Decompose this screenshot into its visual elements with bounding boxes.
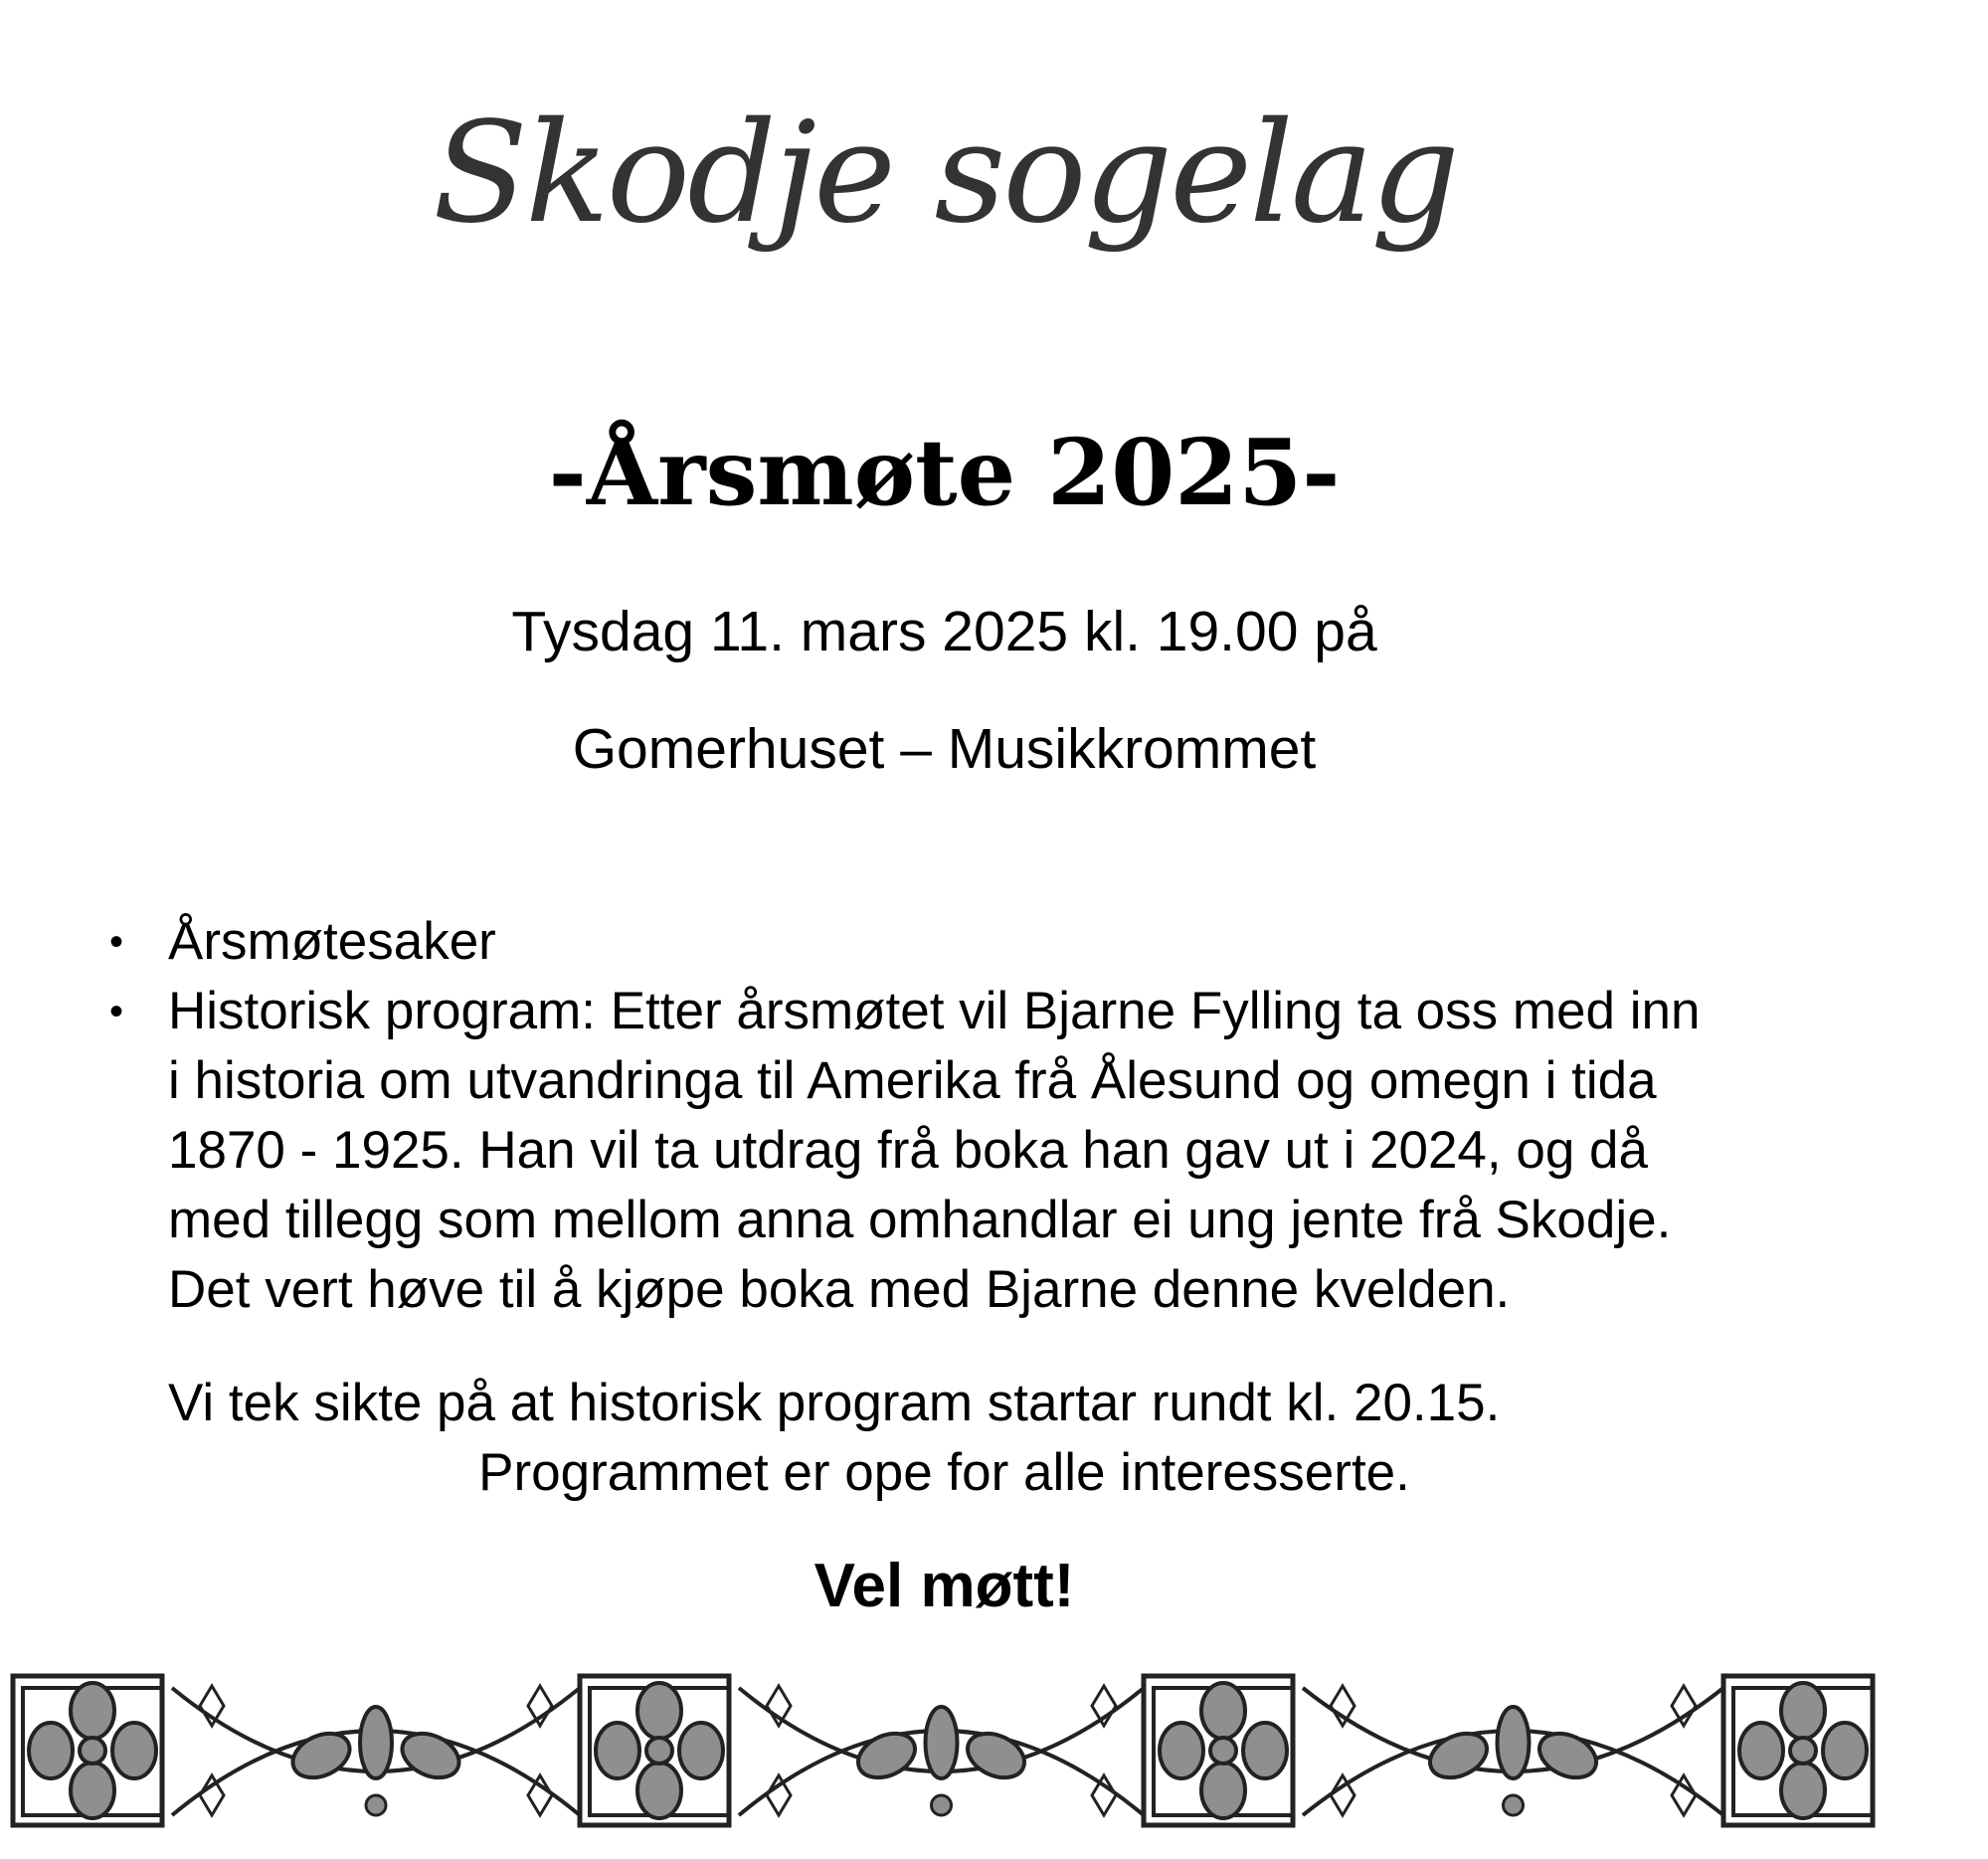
- fleur-drop-icon: [360, 1707, 392, 1778]
- agenda-list: [109, 907, 1700, 1325]
- page-title: -Årsmøte 2025-: [548, 419, 1341, 526]
- item-line: Det vert høve til å kjøpe boka med Bjarne denne kvelden.: [168, 1260, 1511, 1319]
- logo-skodje-sogelag: Skodje sogelag: [433, 93, 1457, 255]
- fleur-dot-icon: [1504, 1795, 1524, 1815]
- flower-petal-icon: [596, 1723, 639, 1778]
- fleur-dot-icon: [932, 1795, 952, 1815]
- flower-petal-icon: [637, 1683, 681, 1739]
- program-start-note: Vi tek sikte på at historisk program startar rundt kl. 20.15.: [168, 1374, 1501, 1432]
- fleur-dot-icon: [366, 1795, 386, 1815]
- item-line: 1870 - 1925. Han vil ta utdrag frå boka han gav ut i 2024, og då: [168, 1121, 1648, 1180]
- fleur-drop-icon: [926, 1707, 958, 1778]
- flower-petal-icon: [71, 1683, 114, 1739]
- flower-center-icon: [1210, 1738, 1236, 1764]
- flower-petal-icon: [679, 1723, 723, 1778]
- diamond-icon: [200, 1686, 224, 1726]
- flower-petal-icon: [1201, 1763, 1245, 1818]
- bullet-icon: •: [109, 990, 124, 1033]
- event-date-time: Tysdag 11. mars 2025 kl. 19.00 på: [511, 600, 1377, 663]
- flower-petal-icon: [1243, 1723, 1287, 1778]
- item-line: Årsmøtesaker: [168, 912, 496, 971]
- flower-center-icon: [80, 1738, 105, 1764]
- flower-center-icon: [1790, 1738, 1816, 1764]
- item-line: med tillegg som mellom anna omhandlar ei ung jente frå Skodje.: [168, 1191, 1672, 1249]
- item-line: i historia om utvandringa til Amerika frå Ålesund og omegn i tida: [168, 1051, 1657, 1110]
- flower-petal-icon: [71, 1763, 114, 1818]
- list-item: [109, 907, 1700, 977]
- flower-petal-icon: [637, 1763, 681, 1818]
- flower-petal-icon: [1781, 1683, 1825, 1739]
- flower-petal-icon: [29, 1723, 73, 1778]
- bullet-icon: •: [109, 920, 124, 964]
- event-location: Gomerhuset – Musikkrommet: [572, 717, 1317, 781]
- flower-petal-icon: [1739, 1723, 1783, 1778]
- decorative-border: [0, 1656, 1988, 1855]
- flower-petal-icon: [1781, 1763, 1825, 1818]
- list-item: [109, 977, 1700, 1325]
- welcome-text: Vel møtt!: [813, 1552, 1075, 1620]
- flower-petal-icon: [112, 1723, 156, 1778]
- open-for-all-note: Programmet er ope for alle interesserte.: [478, 1443, 1410, 1502]
- item-line: Historisk program: Etter årsmøtet vil Bjarne Fylling ta oss med inn: [168, 982, 1701, 1040]
- flower-center-icon: [646, 1738, 672, 1764]
- flower-petal-icon: [1201, 1683, 1245, 1739]
- flower-petal-icon: [1160, 1723, 1203, 1778]
- flower-petal-icon: [1823, 1723, 1867, 1778]
- diamond-icon: [528, 1686, 552, 1726]
- fleur-drop-icon: [1498, 1707, 1530, 1778]
